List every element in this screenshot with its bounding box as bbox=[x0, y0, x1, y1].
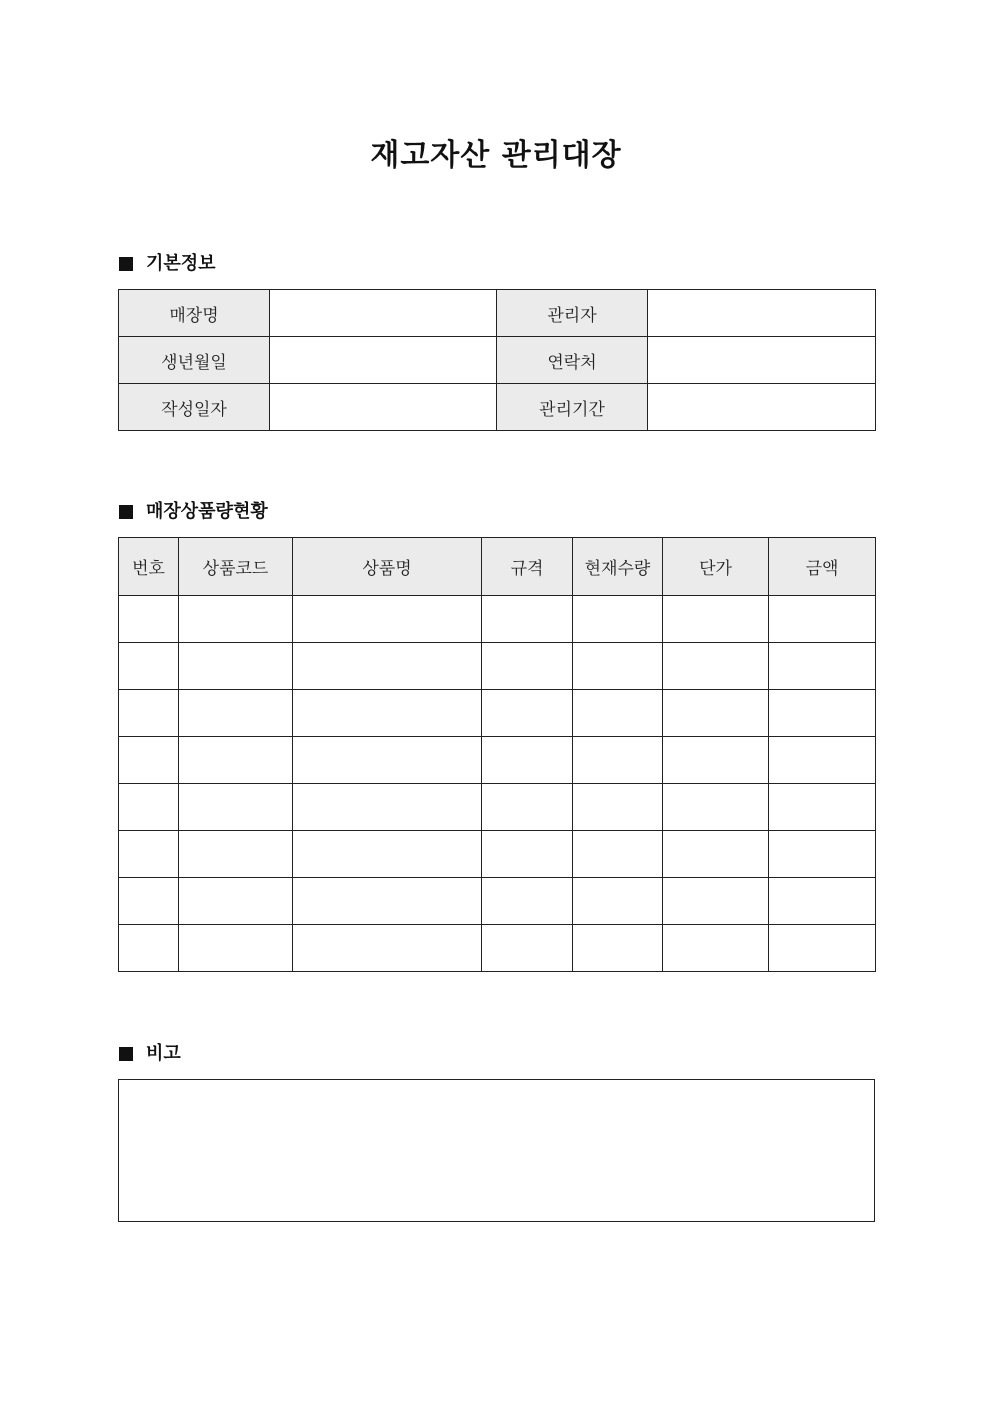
column-header-product-code: 상품코드 bbox=[179, 538, 293, 596]
table-row bbox=[119, 290, 876, 337]
amount-cell[interactable] bbox=[769, 643, 876, 690]
quantity-cell[interactable] bbox=[573, 690, 663, 737]
table-row bbox=[119, 690, 876, 737]
product-name-cell[interactable] bbox=[293, 925, 482, 972]
spec-cell[interactable] bbox=[482, 690, 573, 737]
product-name-cell[interactable] bbox=[293, 737, 482, 784]
unit-price-cell[interactable] bbox=[663, 925, 769, 972]
number-cell[interactable] bbox=[119, 690, 179, 737]
amount-cell[interactable] bbox=[769, 690, 876, 737]
birthdate-label: 생년월일 bbox=[119, 337, 270, 384]
remarks-heading-label: 비고 bbox=[146, 1043, 181, 1064]
written-date-field[interactable] bbox=[270, 384, 497, 431]
table-row bbox=[119, 384, 876, 431]
square-bullet-icon bbox=[119, 1047, 133, 1061]
unit-price-cell[interactable] bbox=[663, 831, 769, 878]
unit-price-cell[interactable] bbox=[663, 784, 769, 831]
column-header-quantity: 현재수량 bbox=[573, 538, 663, 596]
product-name-cell[interactable] bbox=[293, 784, 482, 831]
quantity-cell[interactable] bbox=[573, 784, 663, 831]
quantity-cell[interactable] bbox=[573, 878, 663, 925]
amount-cell[interactable] bbox=[769, 831, 876, 878]
spec-cell[interactable] bbox=[482, 878, 573, 925]
table-row bbox=[119, 878, 876, 925]
spec-cell[interactable] bbox=[482, 784, 573, 831]
number-cell[interactable] bbox=[119, 831, 179, 878]
column-header-unit-price: 단가 bbox=[663, 538, 769, 596]
quantity-cell[interactable] bbox=[573, 596, 663, 643]
basic-info-table bbox=[118, 289, 876, 431]
square-bullet-icon bbox=[119, 257, 133, 271]
written-date-label: 작성일자 bbox=[119, 384, 270, 431]
column-header-product-name: 상품명 bbox=[293, 538, 482, 596]
spec-cell[interactable] bbox=[482, 831, 573, 878]
product-code-cell[interactable] bbox=[179, 925, 293, 972]
inventory-table bbox=[118, 537, 876, 972]
number-cell[interactable] bbox=[119, 596, 179, 643]
contact-field[interactable] bbox=[648, 337, 876, 384]
column-header-number: 번호 bbox=[119, 538, 179, 596]
amount-cell[interactable] bbox=[769, 925, 876, 972]
table-row bbox=[119, 925, 876, 972]
remarks-heading bbox=[119, 1042, 181, 1066]
product-name-cell[interactable] bbox=[293, 596, 482, 643]
product-name-cell[interactable] bbox=[293, 643, 482, 690]
store-name-field[interactable] bbox=[270, 290, 497, 337]
table-row bbox=[119, 784, 876, 831]
page-title: 재고자산 관리대장 bbox=[370, 138, 622, 173]
spec-cell[interactable] bbox=[482, 925, 573, 972]
amount-cell[interactable] bbox=[769, 878, 876, 925]
product-code-cell[interactable] bbox=[179, 784, 293, 831]
amount-cell[interactable] bbox=[769, 596, 876, 643]
unit-price-cell[interactable] bbox=[663, 737, 769, 784]
number-cell[interactable] bbox=[119, 925, 179, 972]
quantity-cell[interactable] bbox=[573, 737, 663, 784]
store-name-label: 매장명 bbox=[119, 290, 270, 337]
column-header-amount: 금액 bbox=[769, 538, 876, 596]
product-code-cell[interactable] bbox=[179, 596, 293, 643]
amount-cell[interactable] bbox=[769, 737, 876, 784]
unit-price-cell[interactable] bbox=[663, 878, 769, 925]
product-code-cell[interactable] bbox=[179, 737, 293, 784]
table-header-row bbox=[119, 538, 876, 596]
quantity-cell[interactable] bbox=[573, 643, 663, 690]
number-cell[interactable] bbox=[119, 878, 179, 925]
spec-cell[interactable] bbox=[482, 596, 573, 643]
management-period-label: 관리기간 bbox=[497, 384, 648, 431]
inventory-heading bbox=[119, 500, 268, 524]
inventory-heading-label: 매장상품량현황 bbox=[146, 501, 268, 522]
number-cell[interactable] bbox=[119, 643, 179, 690]
product-name-cell[interactable] bbox=[293, 878, 482, 925]
table-row bbox=[119, 596, 876, 643]
contact-label: 연락처 bbox=[497, 337, 648, 384]
spec-cell[interactable] bbox=[482, 643, 573, 690]
quantity-cell[interactable] bbox=[573, 925, 663, 972]
remarks-field[interactable] bbox=[118, 1079, 875, 1222]
table-row bbox=[119, 643, 876, 690]
manager-field[interactable] bbox=[648, 290, 876, 337]
product-name-cell[interactable] bbox=[293, 690, 482, 737]
number-cell[interactable] bbox=[119, 737, 179, 784]
table-row bbox=[119, 831, 876, 878]
table-row bbox=[119, 737, 876, 784]
manager-label: 관리자 bbox=[497, 290, 648, 337]
square-bullet-icon bbox=[119, 505, 133, 519]
unit-price-cell[interactable] bbox=[663, 596, 769, 643]
spec-cell[interactable] bbox=[482, 737, 573, 784]
basic-info-heading bbox=[119, 252, 216, 276]
column-header-spec: 규격 bbox=[482, 538, 573, 596]
birthdate-field[interactable] bbox=[270, 337, 497, 384]
table-row bbox=[119, 337, 876, 384]
management-period-field[interactable] bbox=[648, 384, 876, 431]
product-code-cell[interactable] bbox=[179, 831, 293, 878]
basic-info-heading-label: 기본정보 bbox=[146, 253, 216, 274]
number-cell[interactable] bbox=[119, 784, 179, 831]
product-code-cell[interactable] bbox=[179, 878, 293, 925]
quantity-cell[interactable] bbox=[573, 831, 663, 878]
unit-price-cell[interactable] bbox=[663, 690, 769, 737]
product-name-cell[interactable] bbox=[293, 831, 482, 878]
product-code-cell[interactable] bbox=[179, 643, 293, 690]
amount-cell[interactable] bbox=[769, 784, 876, 831]
product-code-cell[interactable] bbox=[179, 690, 293, 737]
unit-price-cell[interactable] bbox=[663, 643, 769, 690]
